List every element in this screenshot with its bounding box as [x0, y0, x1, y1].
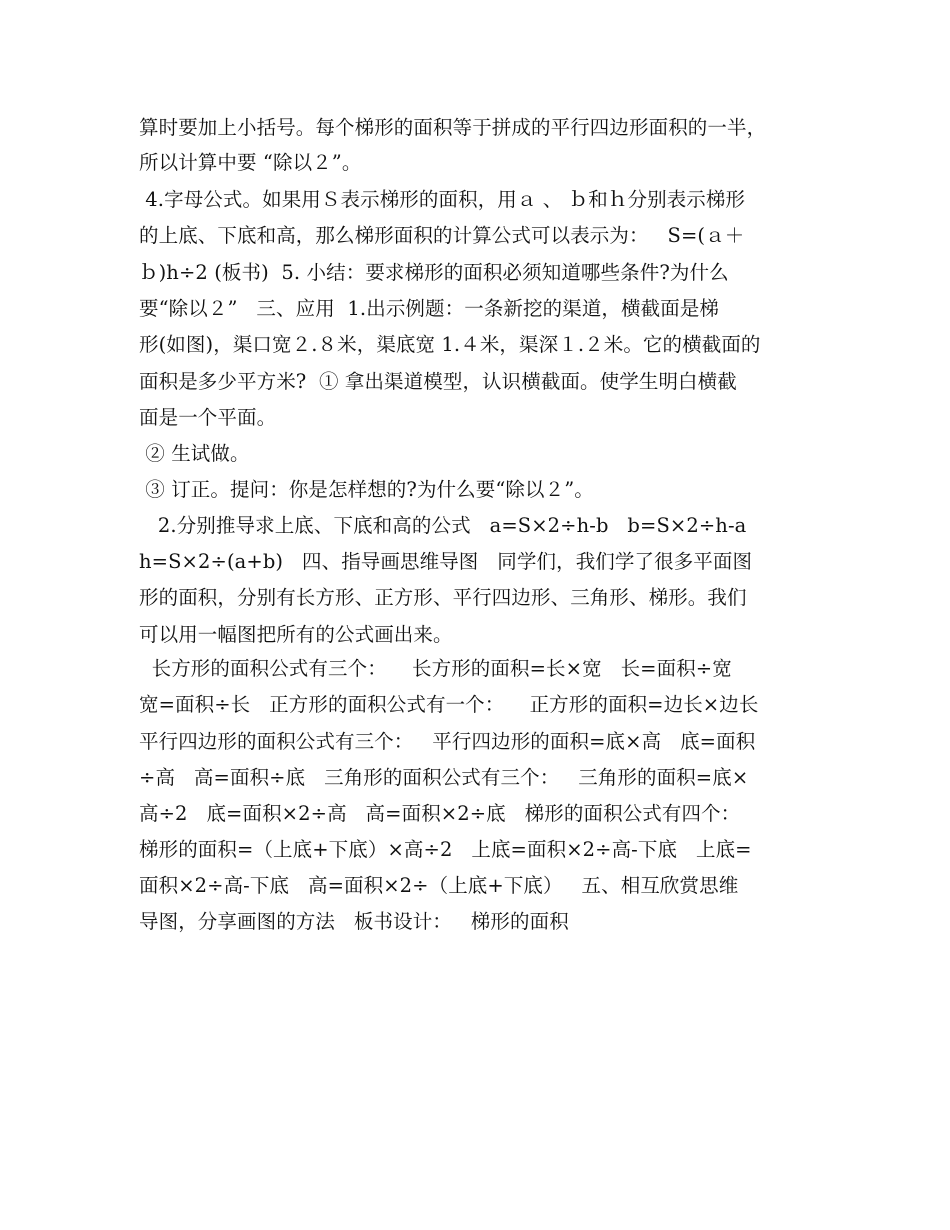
text-line: 面是一个平面。: [139, 406, 277, 429]
text-line: ÷高 高=面积÷底 三角形的面积公式有三个： 三角形的面积=底×: [139, 766, 749, 789]
text-line: 高÷2 底=面积×2÷高 高=面积×2÷底 梯形的面积公式有四个：: [139, 802, 741, 825]
text-line: 要“除以２” 三、应用 1.出示例题：一条新挖的渠道，横截面是梯: [139, 297, 720, 320]
text-line: 的上底、下底和高，那么梯形面积的计算公式可以表示为： S=(ａ＋: [139, 224, 745, 247]
text-line: 形(如图)，渠口宽２.８米，渠底宽 1.４米，渠深１.２米。它的横截面的: [139, 333, 761, 356]
text-line: 平行四边形的面积公式有三个： 平行四边形的面积=底×高 底=面积: [139, 730, 756, 753]
text-line: 算时要加上小括号。每个梯形的面积等于拼成的平行四边形面积的一半，: [139, 116, 767, 139]
text-line: 2.分别推导求上底、下底和高的公式 a=S×2÷h-b b=S×2÷h-a: [139, 514, 747, 537]
text-line: 宽=面积÷长 正方形的面积公式有一个： 正方形的面积=边长×边长: [139, 693, 759, 716]
text-line: ｂ)h÷2 (板书) 5. 小结：要求梯形的面积必须知道哪些条件?为什么: [139, 261, 729, 284]
text-line: 导图，分享画图的方法 板书设计： 梯形的面积: [139, 910, 569, 933]
text-line: 4.字母公式。如果用Ｓ表示梯形的面积，用ａ 、 ｂ和ｈ分别表示梯形: [139, 188, 746, 211]
text-line: ③ 订正。提问：你是怎样想的?为什么要“除以２”。: [139, 478, 594, 501]
text-line: 形的面积，分别有长方形、正方形、平行四边形、三角形、梯形。我们: [139, 586, 747, 609]
text-line: 可以用一幅图把所有的公式画出来。: [139, 623, 453, 646]
text-line: ② 生试做。: [139, 442, 250, 465]
text-line: 长方形的面积公式有三个： 长方形的面积=长×宽 长=面积÷宽: [139, 657, 732, 680]
text-line: 梯形的面积=（上底+下底）×高÷2 上底=面积×2÷高-下底 上底=: [139, 838, 752, 861]
text-line: 面积×2÷高-下底 高=面积×2÷（上底+下底） 五、相互欣赏思维: [139, 874, 739, 897]
text-line: 面积是多少平方米? ① 拿出渠道模型，认识横截面。使学生明白横截: [139, 370, 737, 393]
text-line: h=S×2÷(a+b) 四、指导画思维导图 同学们，我们学了很多平面图: [139, 550, 753, 573]
text-line: 所以计算中要 “除以２”。: [139, 151, 362, 174]
